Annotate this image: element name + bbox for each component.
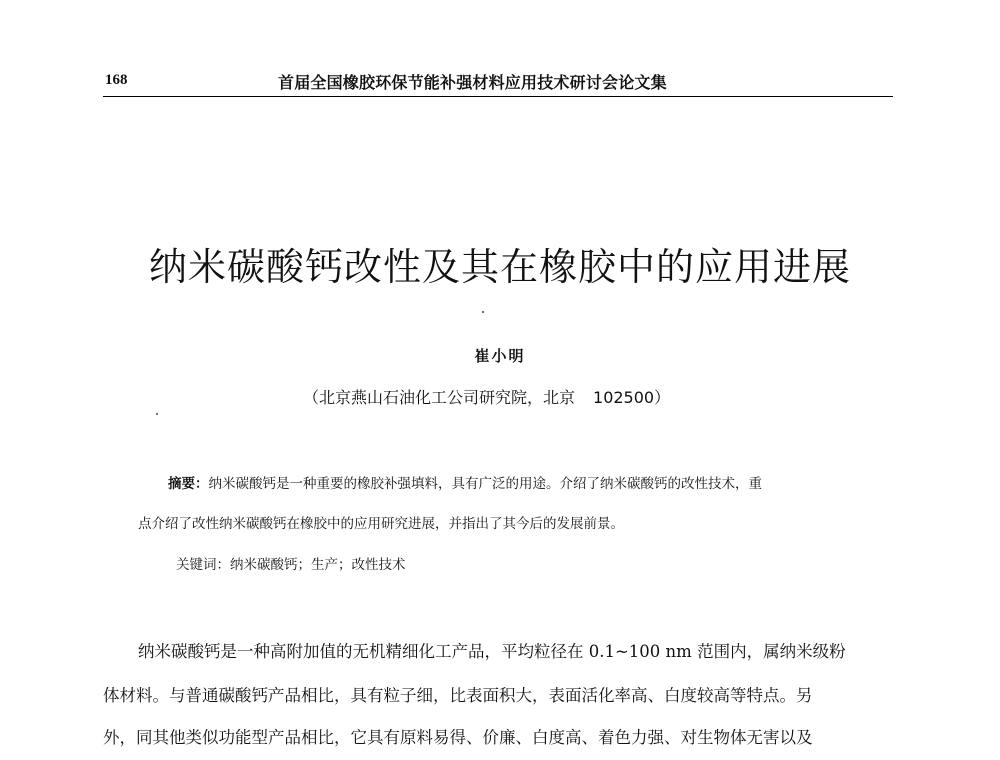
running-header [103, 69, 893, 95]
body-paragraph-line: 纳米碳酸钙是一种高附加值的无机精细化工产品，平均粒径在 0.1~100 nm 范围内，属纳米级粉 [138, 642, 846, 661]
abstract-text: 纳米碳酸钙是一种重要的橡胶补强填料，具有广泛的用途。介绍了纳米碳酸钙的改性技术，重 [208, 476, 762, 492]
abstract-label: 摘要： [168, 476, 209, 492]
keywords [176, 553, 406, 573]
keywords-text: 纳米碳酸钙；生产；改性技术 [230, 557, 406, 573]
scan-speck [482, 311, 484, 313]
paper-title: 纳米碳酸钙改性及其在橡胶中的应用进展 [148, 245, 851, 289]
author-name: 崔小明 [474, 347, 526, 365]
keywords-label: 关键词： [176, 557, 230, 573]
abstract-line [168, 472, 762, 492]
header-divider [103, 96, 893, 97]
scan-speck [156, 413, 158, 415]
author-affiliation [303, 385, 670, 408]
affiliation-text: （北京燕山石油化工公司研究院，北京 [303, 388, 576, 407]
page-number: 168 [105, 72, 128, 88]
body-paragraph-line: 体材料。与普通碳酸钙产品相比，具有粒子细，比表面积大，表面活化率高、白度较高等特点。另 [103, 686, 813, 705]
body-paragraph-line: 外，同其他类似功能型产品相比，它具有原料易得、价廉、白度高、着色力强、对生物体无害以及 [103, 728, 813, 747]
proceedings-title: 首届全国橡胶环保节能补强材料应用技术研讨会论文集 [278, 73, 667, 92]
abstract-line: 点介绍了改性纳米碳酸钙在橡胶中的应用研究进展，并指出了其今后的发展前景。 [138, 516, 624, 532]
affiliation-postcode: 102500） [593, 388, 671, 407]
